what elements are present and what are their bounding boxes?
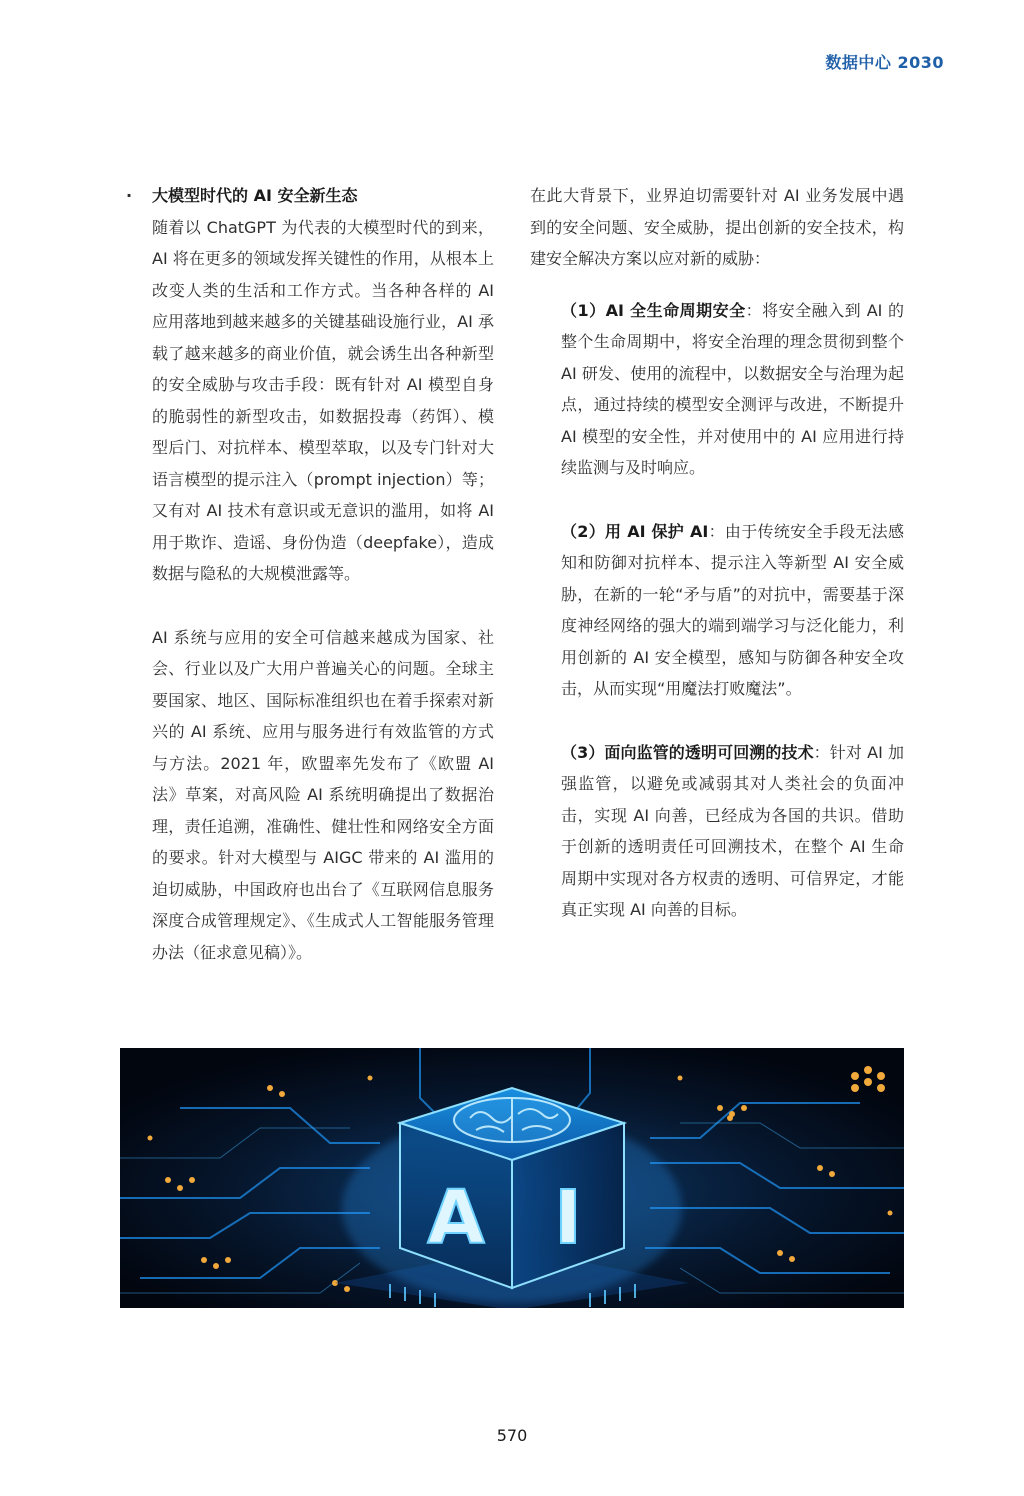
- ai-chip-graphic: [120, 1048, 904, 1308]
- right-column: [530, 180, 904, 926]
- item-traceability: [530, 737, 904, 926]
- item-text: ：将安全融入到 AI 的整个生命周期中，将安全治理的理念贯彻到整个 AI 研发、使用的流程中，以数据安全与治理为起点，通过持续的模型安全测评与改进，不断提升 AI 模型的安全性，并对使用中的 AI 应用进行持续监测与及时响应。: [561, 300, 904, 477]
- ai-chip-illustration: [120, 1048, 904, 1308]
- illustration-letter-i: I: [554, 1175, 582, 1261]
- illustration-letter-a: A: [427, 1175, 485, 1261]
- item-lifecycle-security: [530, 295, 904, 484]
- paragraph-regulation: AI 系统与应用的安全可信越来越成为国家、社会、行业以及广大用户普遍关心的问题。全球主要国家、地区、国际标准组织也在着手探索对新兴的 AI 系统、应用与服务进行有效监管的方式与方法。2021 年，欧盟率先发布了《欧盟 AI 法》草案，对高风险 AI 系统明确提出了数据治理，责任追溯，准确性、健壮性和网络安全方面的要求。针对大模型与 AIGC 带来的 AI 滥用的迫切威胁，中国政府也出台了《互联网信息服务深度合成管理规定》、《生成式人工智能服务管理办法（征求意见稿）》。: [152, 627, 494, 962]
- running-header-title: 数据中心 2030: [825, 53, 944, 72]
- bullet-marker: ·: [126, 186, 133, 205]
- paragraph-intro: 在此大背景下，业界迫切需要针对 AI 业务发展中遇到的安全问题、安全威胁，提出创新的安全技术，构建安全解决方案以应对新的威胁：: [530, 186, 904, 268]
- item-label: （3）面向监管的透明可回溯的技术: [561, 742, 814, 762]
- left-column: [126, 180, 494, 968]
- item-text: ：针对 AI 加强监管，以避免或减弱其对人类社会的负面冲击，实现 AI 向善，已经成为各国的共识。借助于创新的透明责任可回溯技术，在整个 AI 生命周期中实现对各方权责的透明、可信界定，才能真正实现 AI 向善的目标。: [561, 742, 904, 919]
- item-label: （1）AI 全生命周期安全: [561, 300, 746, 320]
- item-text: ：由于传统安全手段无法感知和防御对抗样本、提示注入等新型 AI 安全威胁，在新的一轮“矛与盾”的对抗中，需要基于深度神经网络的强大的端到端学习与泛化能力，利用创新的 AI 安全模型，感知与防御各种安全攻击，从而实现“用魔法打败魔法”。: [561, 521, 904, 698]
- item-label: （2）用 AI 保护 AI: [561, 521, 709, 541]
- paragraph-ai-threats: 随着以 ChatGPT 为代表的大模型时代的到来，AI 将在更多的领域发挥关键性的作用，从根本上改变人类的生活和工作方式。当各种各样的 AI 应用落地到越来越多的关键基础设施行业，AI 承载了越来越多的商业价值，就会诱生出各种新型的安全威胁与攻击手段：既有针对 AI 模型自身的脆弱性的新型攻击，如数据投毒（药饵）、模型后门、对抗样本、模型萃取，以及专门针对大语言模型的提示注入（prompt injection）等；又有对 AI 技术有意识或无意识的滥用，如将 AI 用于欺诈、造谣、身份伪造（deepfake），造成数据与隐私的大规模泄露等。: [152, 217, 494, 583]
- section-heading: 大模型时代的 AI 安全新生态: [152, 186, 358, 205]
- item-ai-protect-ai: [530, 516, 904, 705]
- page-number: 570: [496, 1426, 528, 1445]
